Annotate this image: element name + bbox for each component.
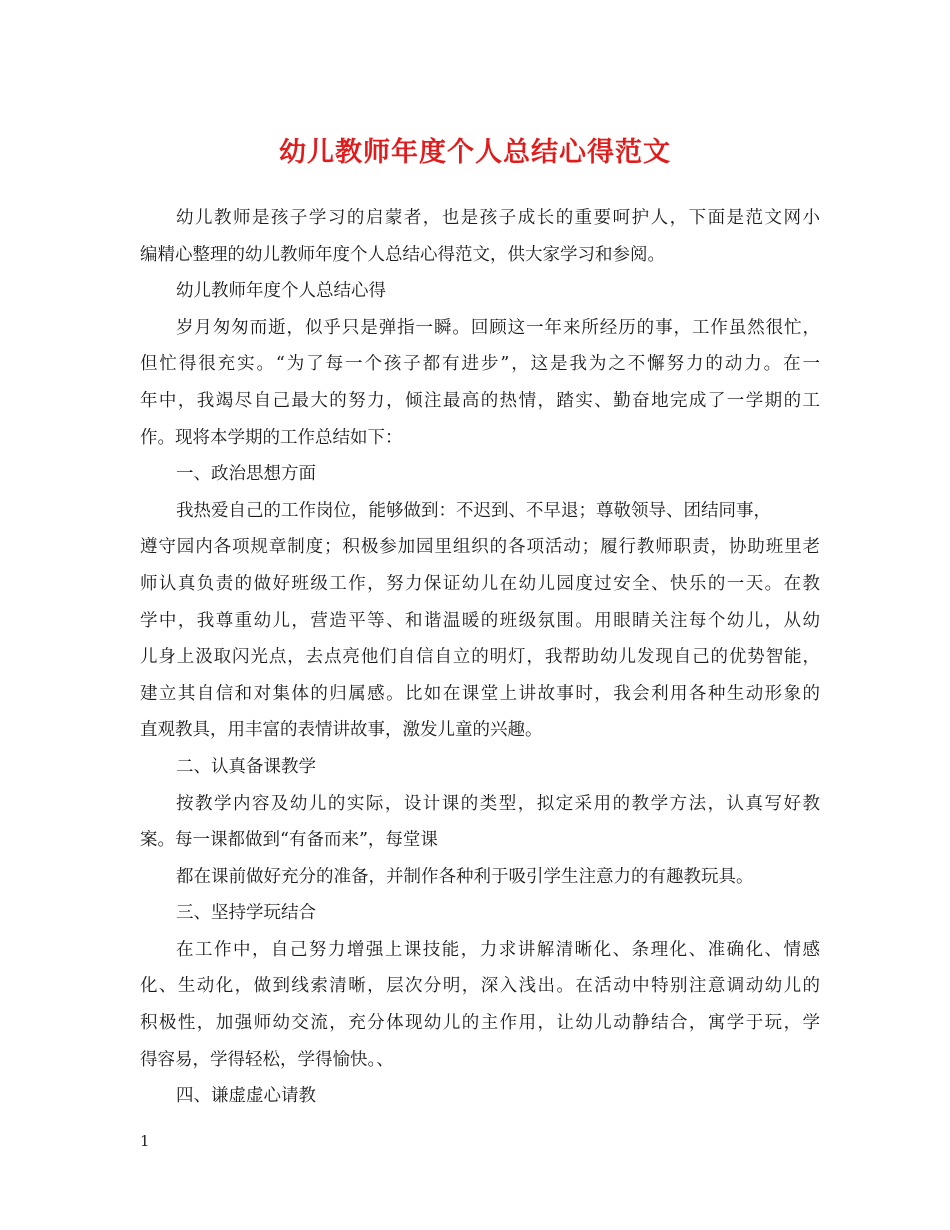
section-heading: 四、谦虚虚心请教	[176, 1086, 316, 1107]
paragraph-line: 案。每一课都做到“有备而来”，每堂课	[140, 830, 438, 851]
paragraph-line: 得容易，学得轻松，学得愉快。、	[140, 1049, 394, 1070]
paragraph-line: 按教学内容及幼儿的实际，设计课的类型，拟定采用的教学方法，认真写好教	[176, 793, 820, 814]
paragraph-line: 直观教具，用丰富的表情讲故事，激发儿童的兴趣。	[140, 720, 543, 741]
page-number: 1	[140, 1132, 150, 1150]
paragraph-line: 在工作中，自己努力增强上课技能，力求讲解清晰化、条理化、准确化、情感	[176, 939, 820, 960]
paragraph-line: 遵守园内各项规章制度；积极参加园里组织的各项活动；履行教师职责，协助班里老	[140, 537, 820, 558]
section-heading: 二、认真备课教学	[176, 756, 316, 777]
paragraph-line: 学中，我尊重幼儿，营造平等、和谐温暖的班级氛围。用眼睛关注每个幼儿，从幼	[140, 610, 820, 631]
paragraph-line: 年中，我竭尽自己最大的努力，倾注最高的热情，踏实、勤奋地完成了一学期的工	[140, 390, 820, 411]
intro-line-2: 编精心整理的幼儿教师年度个人总结心得范文，供大家学习和参阅。	[140, 244, 665, 265]
paragraph-line: 作。现将本学期的工作总结如下：	[140, 427, 403, 448]
intro-line-1: 幼儿教师是孩子学习的启蒙者，也是孩子成长的重要呵护人，下面是范文网小	[176, 208, 820, 228]
document-body	[140, 200, 820, 1115]
subtitle-line: 幼儿教师年度个人总结心得	[176, 281, 386, 302]
paragraph-line: 我热爱自己的工作岗位，能够做到：不迟到、不早退；尊敬领导、团结同事，	[176, 500, 771, 521]
paragraph-line: 岁月匆匆而逝，似乎只是弹指一瞬。回顾这一年来所经历的事，工作虽然很忙，	[176, 317, 820, 338]
section-heading: 一、政治思想方面	[176, 464, 316, 485]
paragraph-line: 都在课前做好充分的准备，并制作各种利于吸引学生注意力的有趣教玩具。	[176, 866, 754, 887]
paragraph-line: 化、生动化，做到线索清晰，层次分明，深入浅出。在活动中特别注意调动幼儿的	[140, 976, 820, 997]
paragraph-line: 建立其自信和对集体的归属感。比如在课堂上讲故事时，我会利用各种生动形象的	[140, 683, 820, 704]
document-title: 幼儿教师年度个人总结心得范文	[279, 137, 671, 168]
paragraph-line: 但忙得很充实。“为了每一个孩子都有进步”，这是我为之不懈努力的动力。在一	[140, 354, 820, 375]
paragraph-line: 积极性，加强师幼交流，充分体现幼儿的主作用，让幼儿动静结合，寓学于玩，学	[140, 1013, 820, 1034]
section-heading: 三、坚持学玩结合	[176, 903, 316, 924]
paragraph-line: 儿身上汲取闪光点，去点亮他们自信自立的明灯，我帮助幼儿发现自己的优势智能，	[140, 647, 820, 668]
paragraph-line: 师认真负责的做好班级工作，努力保证幼儿在幼儿园度过安全、快乐的一天。在教	[140, 573, 820, 594]
